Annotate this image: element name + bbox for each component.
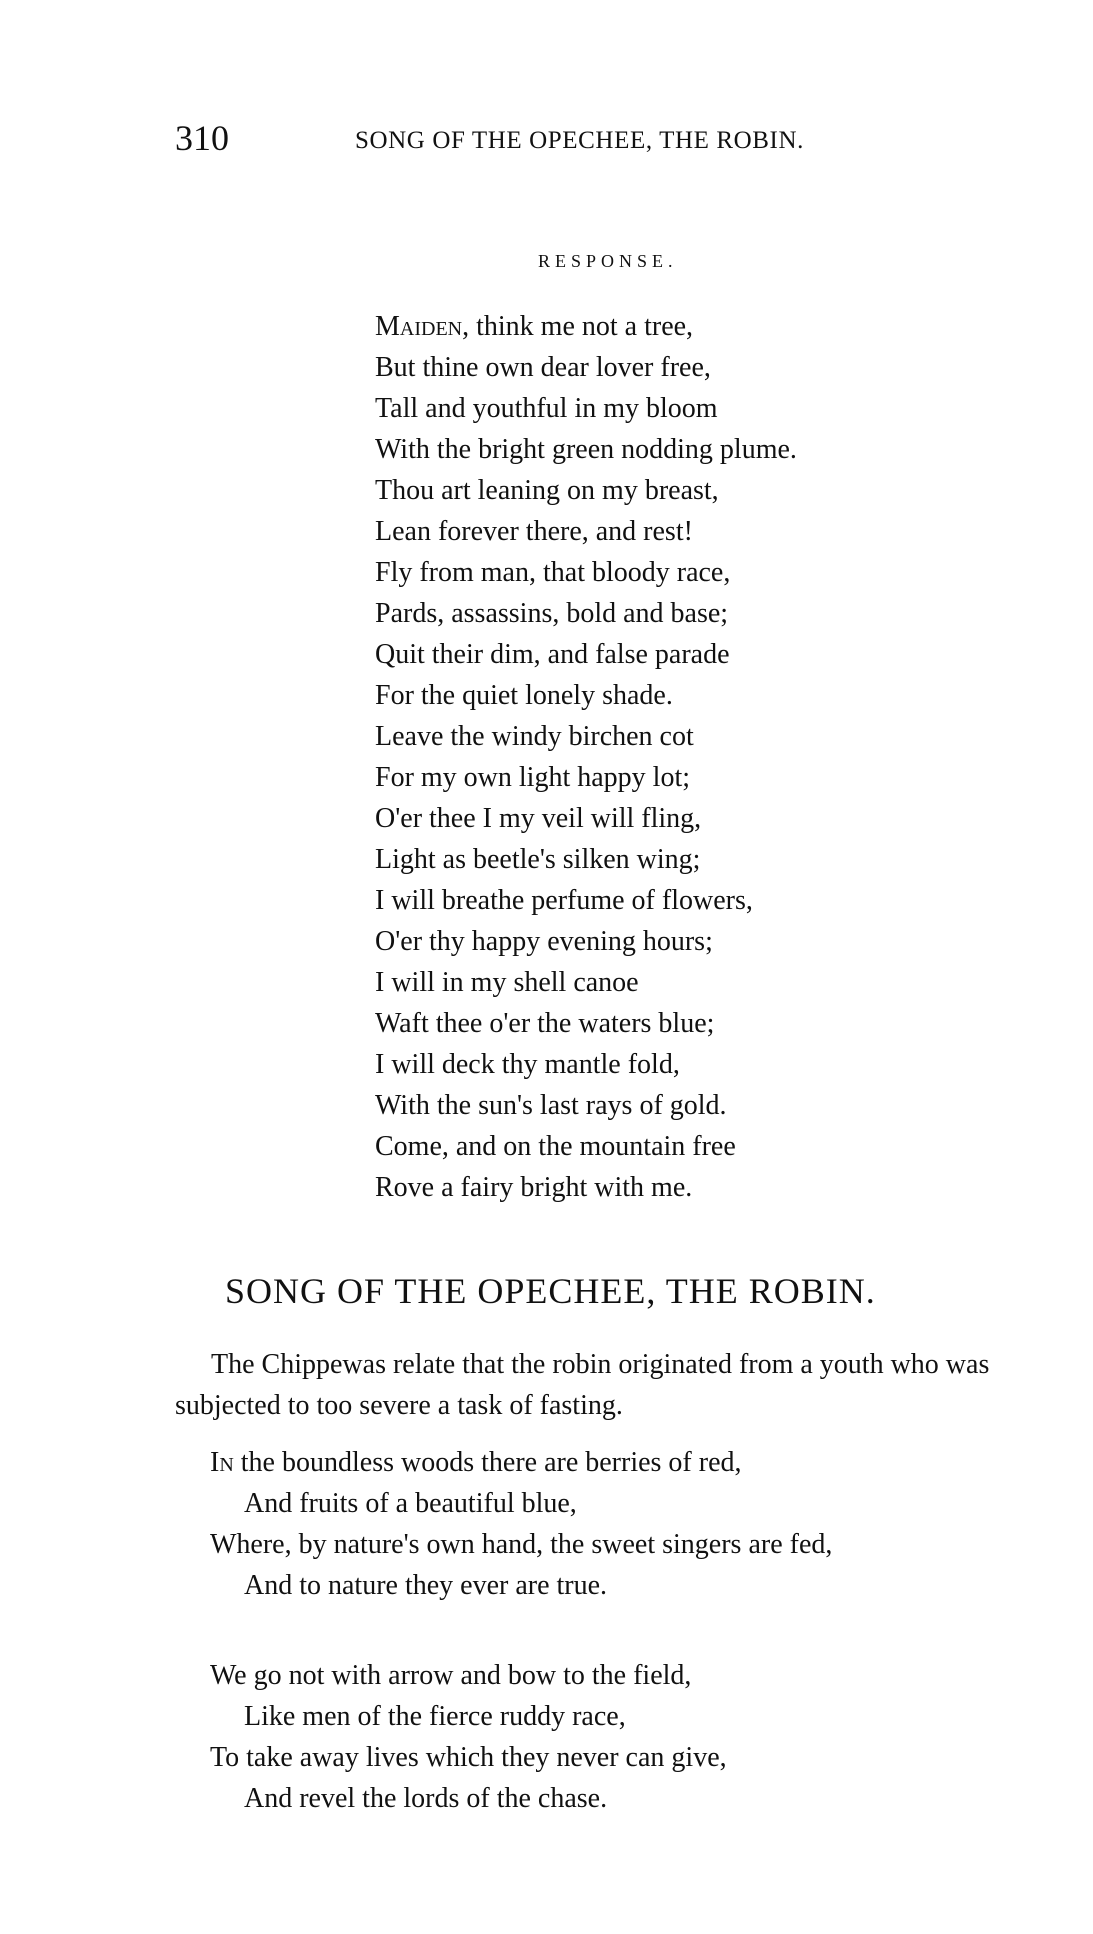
stanza-line: And to nature they ever are true. <box>244 1570 608 1601</box>
stanza-line: Like men of the fierce ruddy race, <box>244 1701 626 1732</box>
song-title: SONG OF THE OPECHEE, THE ROBIN. <box>225 1271 876 1311</box>
poem-line: Pards, assassins, bold and base; <box>375 598 729 629</box>
small-caps-word: aiden <box>399 311 463 342</box>
stanza-line: Where, by nature's own hand, the sweet singers are fed, <box>210 1529 833 1560</box>
poem-line: Rove a fairy bright with me. <box>375 1172 693 1203</box>
poem-line: Tall and youthful in my bloom <box>375 393 718 424</box>
poem-line: Leave the windy birchen cot <box>375 721 694 752</box>
poem-line: With the sun's last rays of gold. <box>375 1090 727 1121</box>
poem-line: Quit their dim, and false parade <box>375 639 730 670</box>
poem-line <box>375 306 797 347</box>
poem-line: Thou art leaning on my breast, <box>375 475 719 506</box>
poem-line: Lean forever there, and rest! <box>375 516 693 547</box>
stanza-line: And revel the lords of the chase. <box>244 1783 608 1814</box>
song-stanza-2 <box>210 1655 727 1819</box>
poem-line: O'er thy happy evening hours; <box>375 926 713 957</box>
poem-line: I will in my shell canoe <box>375 967 639 998</box>
response-poem <box>375 306 797 1208</box>
poem-line: For the quiet lonely shade. <box>375 680 673 711</box>
stanza-line: To take away lives which they never can give, <box>210 1742 727 1773</box>
poem-line: I will deck thy mantle fold, <box>375 1049 680 1080</box>
running-head: SONG OF THE OPECHEE, THE ROBIN. <box>355 127 804 154</box>
poem-line: Fly from man, that bloody race, <box>375 557 731 588</box>
poem-line: With the bright green nodding plume. <box>375 434 797 465</box>
first-letter: M <box>375 311 400 342</box>
first-line-rest: , think me not a tree, <box>462 311 694 342</box>
poem-line: I will breathe perfume of flowers, <box>375 885 753 916</box>
song-stanza-1 <box>210 1442 832 1606</box>
stanza-line <box>210 1442 832 1483</box>
poem-line: But thine own dear lover free, <box>375 352 711 383</box>
response-heading: RESPONSE. <box>538 251 678 271</box>
poem-line: For my own light happy lot; <box>375 762 690 793</box>
stanza-line: And fruits of a beautiful blue, <box>244 1488 577 1519</box>
poem-line: O'er thee I my veil will fling, <box>375 803 702 834</box>
first-line-rest: the boundless woods there are berries of red, <box>233 1447 742 1478</box>
poem-line: Light as beetle's silken wing; <box>375 844 701 875</box>
stanza-line: We go not with arrow and bow to the field, <box>210 1660 692 1691</box>
small-caps-word: n <box>219 1447 234 1478</box>
song-intro: The Chippewas relate that the robin originated from a youth who was subjected to too severe a task of fasting. <box>175 1349 990 1421</box>
page-number: 310 <box>175 118 229 158</box>
poem-line: Come, and on the mountain free <box>375 1131 736 1162</box>
poem-line: Waft thee o'er the waters blue; <box>375 1008 715 1039</box>
first-letter: I <box>210 1447 220 1478</box>
